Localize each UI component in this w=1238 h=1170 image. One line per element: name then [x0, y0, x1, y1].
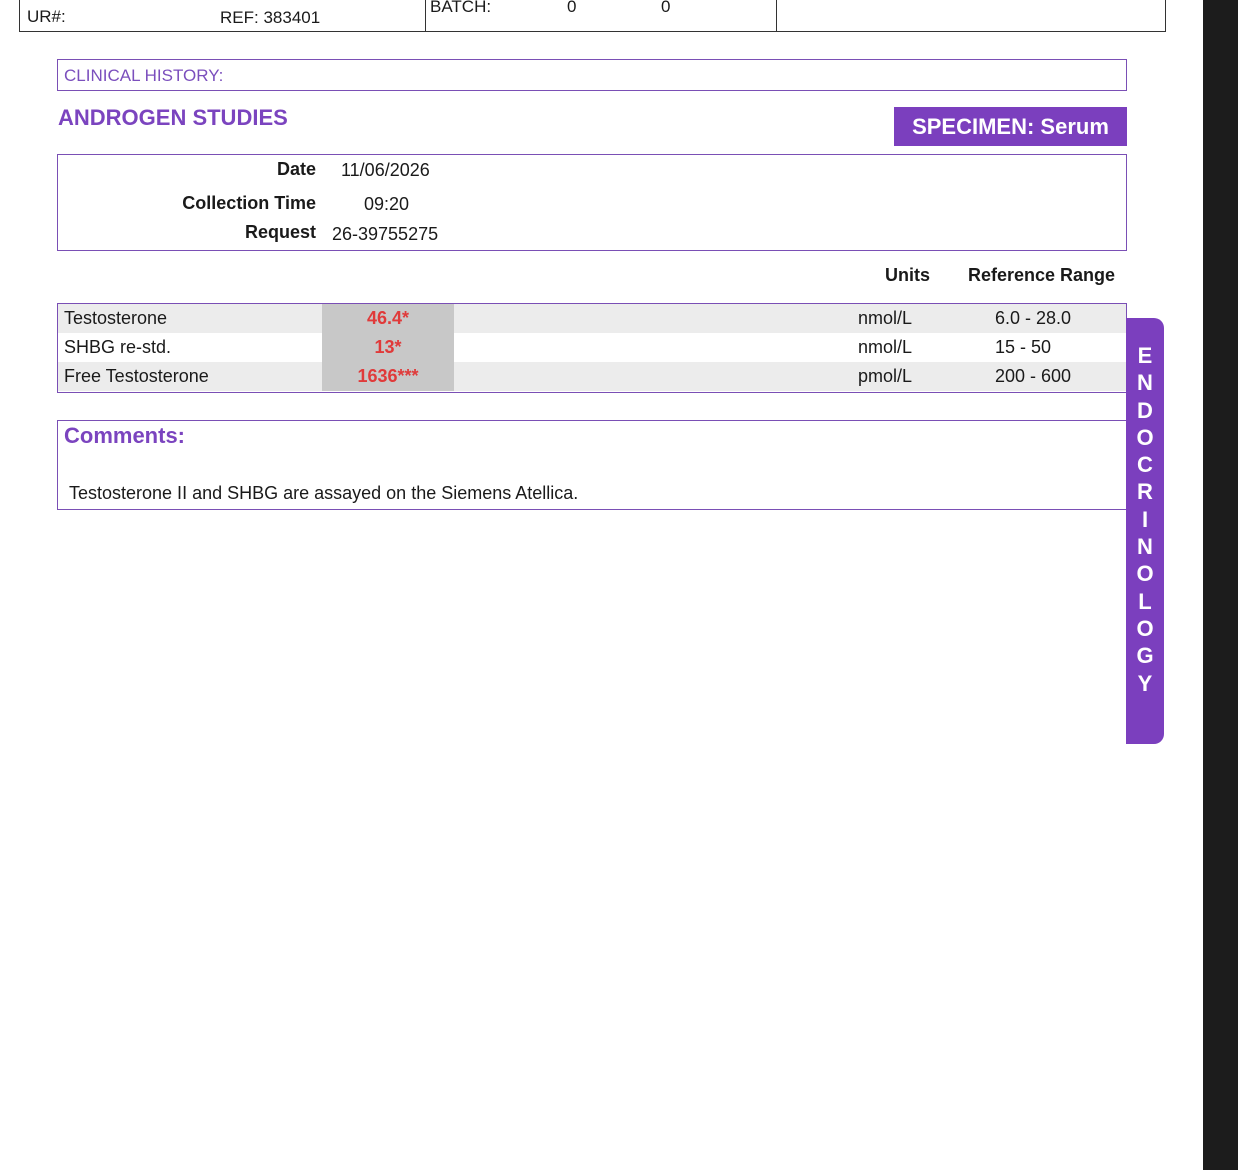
date-value: 11/06/2026 — [341, 160, 430, 180]
test-name: Free Testosterone — [64, 366, 209, 386]
clinical-history-label: CLINICAL HISTORY: — [64, 66, 224, 85]
tab-letter: L — [1138, 588, 1152, 614]
test-name: Testosterone — [64, 308, 168, 328]
collection-time-value: 09:20 — [364, 194, 410, 214]
ref-label — [220, 8, 320, 28]
endocrinology-tab-letters — [1126, 342, 1164, 697]
results-table — [57, 303, 1127, 393]
comments-text: Testosterone II and SHBG are assayed on the Siemens Atellica. — [69, 483, 579, 503]
units-column-header: Units — [885, 265, 930, 285]
ref-label-text: REF: — [220, 8, 259, 27]
tab-letter: D — [1137, 397, 1153, 423]
batch-value-1: 0 — [567, 0, 577, 16]
result-unit: nmol/L — [858, 337, 913, 357]
comments-box — [57, 420, 1127, 510]
tab-letter: N — [1137, 534, 1153, 560]
comments-title: Comments: — [64, 423, 186, 448]
patient-header-box — [19, 0, 1166, 32]
test-name: SHBG re-std. — [64, 337, 172, 357]
header-divider — [425, 0, 426, 32]
request-value: 26-39755275 — [332, 224, 439, 244]
ur-label: UR#: — [27, 7, 66, 26]
tab-letter: E — [1137, 343, 1153, 368]
tab-letter: O — [1136, 561, 1154, 587]
reference-range: 15 - 50 — [995, 337, 1052, 357]
request-label: Request — [244, 222, 316, 242]
ref-value: 383401 — [263, 8, 321, 27]
result-value: 46.4* — [322, 304, 454, 333]
reference-range: 6.0 - 28.0 — [995, 308, 1072, 328]
viewer-scrollbar-edge — [1203, 0, 1238, 1170]
result-unit: nmol/L — [858, 308, 913, 328]
tab-letter: O — [1136, 424, 1154, 450]
header-divider — [776, 0, 777, 32]
reference-range-column-header: Reference Range — [968, 265, 1116, 285]
tab-letter: O — [1136, 615, 1154, 641]
tab-letter: I — [1141, 506, 1149, 532]
batch-value-2: 0 — [661, 0, 671, 16]
tab-letter: Y — [1137, 670, 1153, 696]
result-unit: pmol/L — [858, 366, 913, 386]
collection-time-label: Collection Time — [182, 193, 316, 213]
result-value: 13* — [322, 333, 454, 362]
table-row — [58, 304, 1126, 333]
tab-letter: G — [1136, 643, 1154, 669]
tab-letter: N — [1137, 370, 1153, 396]
collection-info-box — [57, 154, 1127, 251]
reference-range: 200 - 600 — [995, 366, 1072, 386]
section-title: ANDROGEN STUDIES — [58, 105, 288, 130]
table-row — [58, 333, 1126, 362]
specimen-badge: SPECIMEN: Serum — [894, 107, 1127, 146]
clinical-history-box — [57, 59, 1127, 91]
tab-letter: C — [1137, 452, 1153, 478]
tab-letter: R — [1137, 479, 1153, 505]
endocrinology-tab — [1126, 318, 1164, 744]
result-value: 1636*** — [322, 362, 454, 391]
table-row — [58, 362, 1126, 391]
date-label: Date — [276, 159, 316, 179]
batch-label: BATCH: — [430, 0, 492, 16]
